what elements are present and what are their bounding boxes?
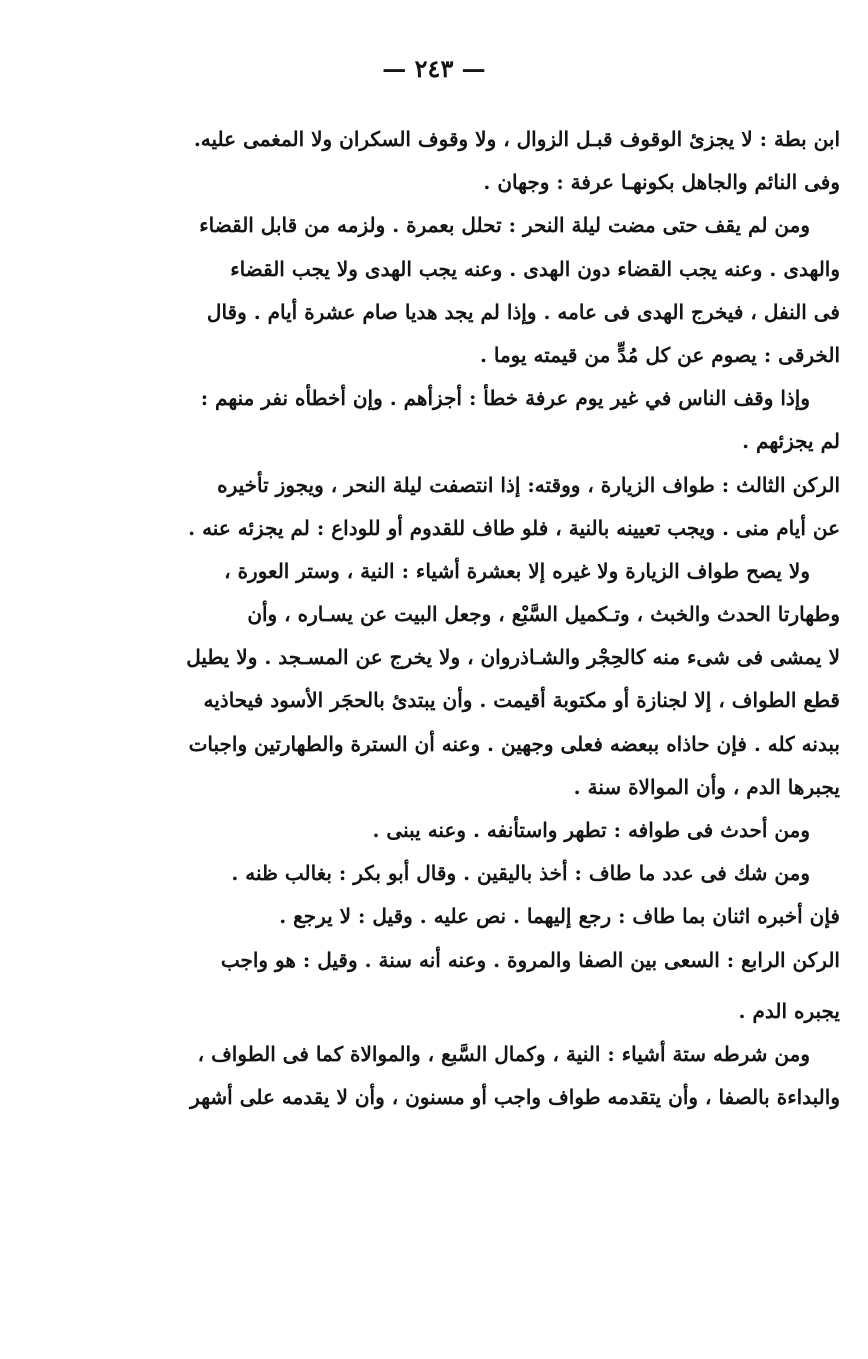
text-line: وطهارتا الحدث والخبث ، وتـكميل السَّبْع ، وجعل البيت عن يسـاره ، وأن: [247, 602, 840, 627]
text-line: ومن شك فى عدد ما طاف : أخذ باليقين . وقال أبو بكر : بغالب ظنه .: [231, 861, 810, 886]
text-line: ابن بطة : لا يجزئ الوقوف قبـل الزوال ، ولا وقوف السكران ولا المغمى عليه.: [193, 127, 840, 151]
text-line: فى النفل ، فيخرج الهدى فى عامه . وإذا لم يجد هديا صام عشرة أيام . وقال: [206, 299, 840, 324]
text-line: يجبره الدم .: [738, 998, 840, 1023]
text-line: والبداءة بالصفا ، وأن يتقدمه طواف واجب أو مسنون ، وأن لا يقدمه على أشهر: [190, 1085, 840, 1110]
text-line: الركن الرابع : السعى بين الصفا والمروة . وعنه أنه سنة . وقيل : هو واجب: [220, 947, 840, 972]
text-line: ولا يصح طواف الزيارة ولا غيره إلا بعشرة أشياء : النية ، وستر العورة ،: [224, 558, 810, 583]
text-line: عن أيام منى . ويجب تعيينه بالنية ، فلو طاف للقدوم أو للوداع : لم يجزئه عنه .: [188, 515, 840, 540]
text-line: ومن أحدث فى طوافه : تطهر واستأنفه . وعنه يبنى .: [372, 818, 810, 842]
text-line: فإن أخبره اثنان بما طاف : رجع إليهما . نص عليه . وقيل : لا يرجع .: [279, 904, 840, 929]
text-line: لا يمشى فى شىء منه كالحِجْر والشـاذروان ، ولا يخرج عن المسـجد . ولا يطيل: [186, 645, 840, 670]
text-line: ومن لم يقف حتى مضت ليلة النحر : تحلل بعمرة . ولزمه من قابل القضاء: [199, 213, 810, 238]
text-line: ومن شرطه ستة أشياء : النية ، وكمال السَّبع ، والموالاة كما فى الطواف ،: [197, 1041, 810, 1066]
text-line: قطع الطواف ، إلا لجنازة أو مكتوبة أقيمت . وأن يبتدئ بالحجَر الأسود فيحاذيه: [203, 688, 840, 713]
text-line: الخرقى : يصوم عن كل مُدٍّ من قيمته يوما .: [479, 342, 840, 367]
text-line: وفى النائم والجاهل بكونهـا عرفة : وجهان .: [483, 170, 840, 195]
body-text: [108, 118, 840, 1119]
text-line: والهدى . وعنه يجب القضاء دون الهدى . وعنه يجب الهدى ولا يجب القضاء: [230, 256, 840, 281]
text-line: الركن الثالث : طواف الزيارة ، ووقته: إذا انتصفت ليلة النحر ، ويجوز تأخيره: [217, 472, 840, 497]
page-number: — ٢٤٣ —: [382, 54, 486, 83]
text-line: لم يجزئهم .: [742, 429, 840, 454]
text-line: وإذا وقف الناس في غير يوم عرفة خطأ : أجزأهم . وإن أخطأه نفر منهم :: [200, 386, 810, 411]
text-line: يجبرها الدم ، وأن الموالاة سنة .: [573, 774, 840, 799]
text-line: ببدنه كله . فإن حاذاه ببعضه فعلى وجهين . وعنه أن السترة والطهارتين واجبات: [188, 731, 840, 756]
